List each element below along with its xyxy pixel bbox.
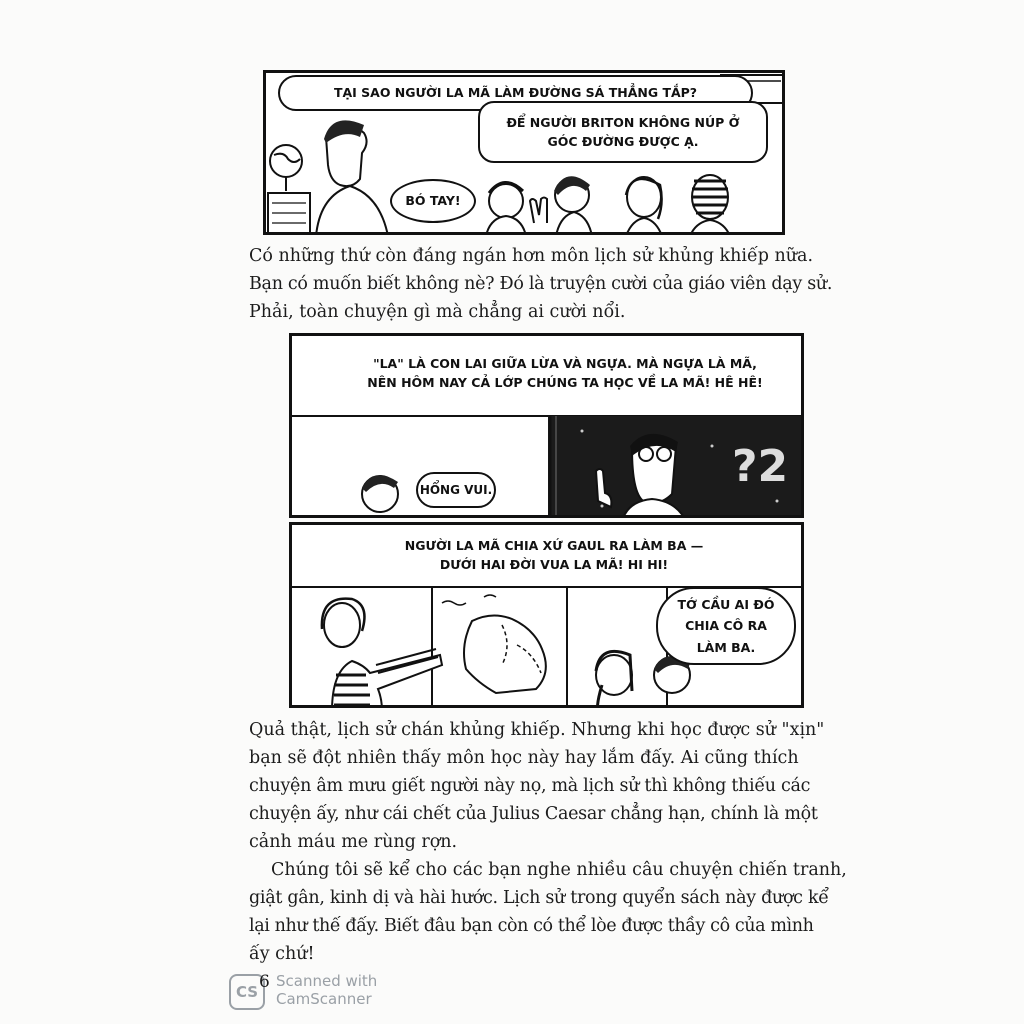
paragraph-intro: [249, 242, 833, 326]
paragraph-line: giật gân, kinh dị và hài hước. Lịch sử trong quyển sách này được kể: [249, 888, 829, 908]
bubble-wish-line3: LÀM BA.: [696, 639, 756, 655]
bubble-answer-line1: ĐỂ NGƯỜI BRITON KHÔNG NÚP Ở: [506, 114, 740, 130]
paragraph-line: lại như thế đấy. Biết đâu bạn còn có thể lòe được thầy cô của mình: [249, 916, 814, 936]
paragraph-stories: [249, 856, 847, 968]
speech-bubble-wish: [656, 587, 796, 665]
paragraph-line: ấy chứ!: [249, 944, 315, 964]
speech-bubble-student: [416, 472, 496, 508]
bubble-teacher-line2: DƯỚI HAI ĐỜI VUA LA MÃ! HI HI!: [439, 557, 669, 572]
camscanner-watermark: [276, 972, 377, 1008]
svg-text:?2: ?2: [732, 441, 789, 492]
paragraph-line: Chúng tôi sẽ kể cho các bạn nghe nhiều câu chuyện chiến tranh,: [271, 860, 847, 880]
paragraph-line: chuyện ấy, như cái chết của Julius Caesar chẳng hạn, chính là một: [249, 804, 818, 824]
speech-bubble-answer: [478, 101, 768, 163]
paragraph-line: cảnh máu me rùng rợn.: [249, 832, 458, 852]
bubble-wish-line1: TỚ CẦU AI ĐÓ: [677, 597, 775, 613]
speech-bubble-reaction: [390, 179, 476, 223]
page-number: 6: [259, 972, 270, 992]
comic-panel-2: [289, 333, 804, 518]
bubble-answer-line2: GÓC ĐƯỜNG ĐƯỢC Ạ.: [547, 134, 699, 149]
bubble-joke-line1: "LA" LÀ CON LAI GIỮA LỪA VÀ NGỰA. MÀ NGỰA LÀ MÃ,: [373, 355, 757, 371]
bubble-teacher-line1: NGƯỜI LA MÃ CHIA XỨ GAUL RA LÀM BA —: [404, 537, 704, 553]
comic-panel-1: [263, 70, 785, 235]
bubble-joke-line2: NÊN HÔM NAY CẢ LỚP CHÚNG TA HỌC VỀ LA MÃ! HÊ HÊ!: [367, 375, 763, 390]
paragraph-line: Phải, toàn chuyện gì mà chẳng ai cười nổi.: [249, 302, 626, 322]
comic-panel-3: [289, 522, 804, 708]
bubble-question-text: TẠI SAO NGƯỜI LA MÃ LÀM ĐƯỜNG SÁ THẲNG TẮP?: [333, 85, 698, 101]
paragraph-history: [249, 716, 825, 856]
camscanner-logo-text: CS: [235, 983, 259, 1001]
camscanner-line2: CamScanner: [276, 990, 372, 1008]
paragraph-line: Quả thật, lịch sử chán khủng khiếp. Nhưng khi học được sử "xịn": [249, 720, 825, 740]
camscanner-line1: Scanned with: [276, 972, 378, 990]
bubble-reaction-text: BÓ TAY!: [405, 193, 461, 209]
paragraph-line: Có những thứ còn đáng ngán hơn môn lịch sử khủng khiếp nữa.: [249, 246, 814, 266]
bubble-student-text: HỔNG VUI.: [419, 482, 493, 497]
paragraph-line: bạn sẽ đột nhiên thấy môn học này hay lắm đấy. Ai cũng thích: [249, 748, 799, 768]
speech-bubble-joke: [336, 340, 794, 406]
bubble-wish-line2: CHIA CÔ RA: [685, 618, 767, 634]
paragraph-line: chuyện âm mưu giết người này nọ, mà lịch sử thì không thiếu các: [249, 776, 811, 796]
speech-bubble-teacher: [370, 529, 738, 581]
paragraph-line: Bạn có muốn biết không nè? Đó là truyện cười của giáo viên dạy sử.: [249, 274, 833, 294]
